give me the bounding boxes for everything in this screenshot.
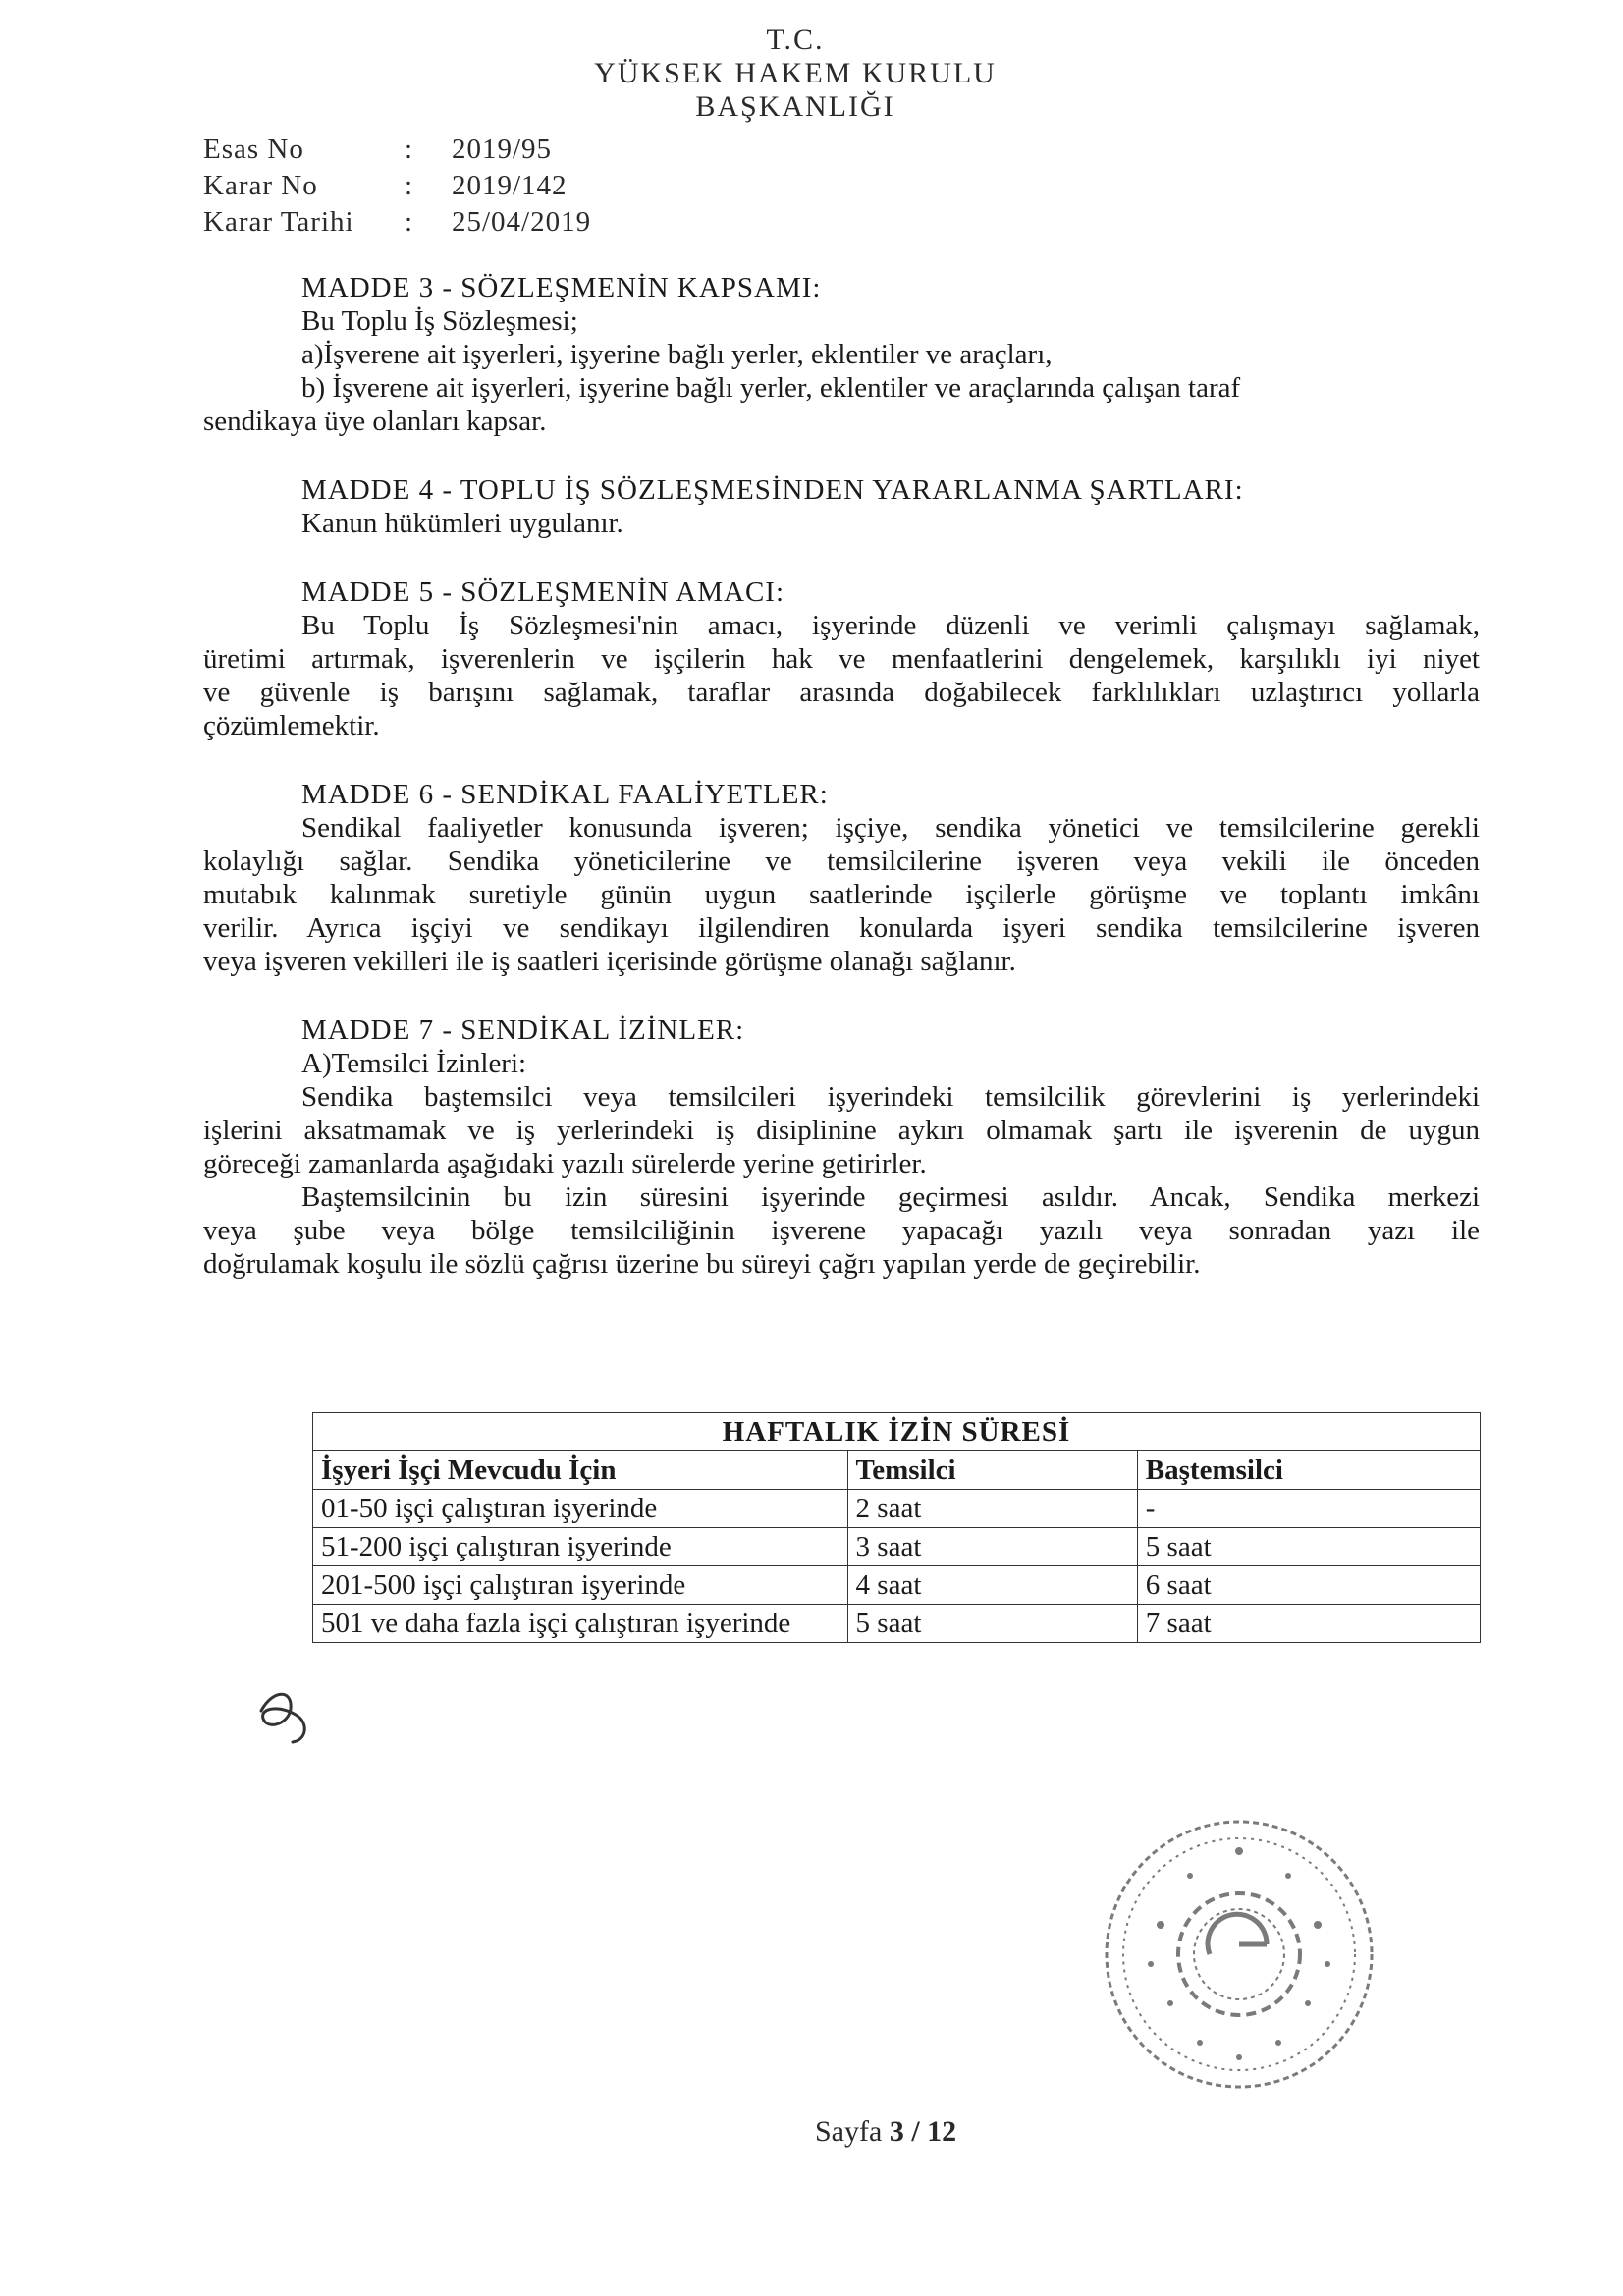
table-cell: 2 saat [847, 1490, 1137, 1528]
paragraph-line: doğrulamak koşulu ile sözlü çağrısı üzerine bu süreyi çağrı yapılan yerde de geçirebilir. [203, 1248, 1201, 1280]
header-line-3: BAŞKANLIĞI [695, 90, 895, 123]
meta-value: 25/04/2019 [452, 206, 592, 238]
section-heading: MADDE 7 - SENDİKAL İZİNLER: [301, 1014, 745, 1046]
page-number-prefix: Sayfa [815, 2115, 890, 2148]
meta-separator: : [405, 134, 413, 165]
weekly-leave-table [312, 1412, 1481, 1643]
meta-separator: : [405, 170, 413, 201]
section-madde-6 [203, 778, 1480, 978]
paragraph-line: a)İşverene ait işyerleri, işyerine bağlı yerler, eklentiler ve araçları, [301, 339, 1053, 370]
meta-row-esas [203, 132, 591, 168]
case-meta [203, 132, 591, 241]
section-madde-3 [203, 271, 1480, 438]
page-number-value: 3 / 12 [889, 2115, 957, 2148]
paragraph-line: b) İşverene ait işyerleri, işyerine bağlı yerler, eklentiler ve araçlarında çalışan taraf [301, 372, 1241, 404]
paragraph-line: verilir. Ayrıca işçiyi ve sendikayı ilgilendiren konularda işyeri sendika temsilcilerine işveren [203, 912, 1480, 944]
paragraph-line: kolaylığı sağlar. Sendika yöneticilerine ve temsilcilerine işveren veya vekili ile önceden [203, 846, 1480, 877]
table-cell: 501 ve daha fazla işçi çalıştıran işyerinde [313, 1605, 848, 1643]
meta-value: 2019/95 [452, 134, 553, 165]
header-line-1: T.C. [766, 24, 825, 56]
paragraph-line: sendikaya üye olanları kapsar. [203, 406, 547, 437]
paragraph-line: veya şube veya bölge temsilciliğinin işverene yapacağı yazılı veya sonradan yazı ile [203, 1215, 1480, 1246]
section-madde-7 [203, 1013, 1480, 1281]
meta-label: Karar No [203, 170, 318, 201]
column-header: Temsilci [847, 1451, 1137, 1490]
table-row [313, 1528, 1481, 1566]
table-cell: 7 saat [1137, 1605, 1480, 1643]
paragraph-line: veya işveren vekilleri ile iş saatleri içerisinde görüşme olanağı sağlanır. [203, 946, 1016, 977]
paragraph-line: üretimi artırmak, işverenlerin ve işçilerin hak ve menfaatlerini dengelemek, karşılıklı iyi niyet [203, 643, 1480, 675]
paragraph-line: Sendikal faaliyetler konusunda işveren; işçiye, sendika yönetici ve temsilcilerine gerekli [301, 812, 1480, 844]
column-header: İşyeri İşçi Mevcudu İçin [313, 1451, 848, 1490]
table-row [313, 1566, 1481, 1605]
section-heading: MADDE 3 - SÖZLEŞMENİN KAPSAMI: [301, 272, 822, 303]
meta-label: Esas No [203, 134, 304, 165]
section-madde-5 [203, 575, 1480, 742]
table-cell: 01-50 işçi çalıştıran işyerinde [313, 1490, 848, 1528]
table-row [313, 1605, 1481, 1643]
paragraph-line: Baştemsilcinin bu izin süresini işyerinde geçirmesi asıldır. Ancak, Sendika merkezi [301, 1181, 1480, 1213]
column-header: Baştemsilci [1137, 1451, 1480, 1490]
paragraph-line: çözümlemektir. [203, 710, 380, 741]
meta-row-tarih [203, 204, 591, 241]
section-madde-4 [203, 473, 1480, 540]
paragraph-line: Kanun hükümleri uygulanır. [301, 508, 623, 539]
table-row [313, 1490, 1481, 1528]
paragraph-line: ve güvenle iş barışını sağlamak, taraflar arasında doğabilecek farklılıkları uzlaştırıcı yollarla [203, 677, 1480, 708]
table-cell: 4 saat [847, 1566, 1137, 1605]
table-cell: 51-200 işçi çalıştıran işyerinde [313, 1528, 848, 1566]
table-cell: 5 saat [1137, 1528, 1480, 1566]
section-heading: MADDE 6 - SENDİKAL FAALİYETLER: [301, 779, 829, 810]
handwritten-paraph-icon [253, 1681, 322, 1750]
table-cell: 201-500 işçi çalıştıran işyerinde [313, 1566, 848, 1605]
document-body [203, 271, 1480, 1316]
paragraph-line: göreceği zamanlarda aşağıdaki yazılı sürelerde yerine getirirler. [203, 1148, 927, 1179]
table-cell: - [1137, 1490, 1480, 1528]
page-number [815, 2115, 956, 2149]
paragraph-line: mutabık kalınmak suretiyle günün uygun saatlerinde işçilerle görüşme ve toplantı imkânı [203, 879, 1480, 910]
table-cell: 3 saat [847, 1528, 1137, 1566]
weekly-leave-table-wrapper [312, 1412, 1481, 1643]
table-title-row [313, 1413, 1481, 1451]
meta-separator: : [405, 206, 413, 238]
meta-label: Karar Tarihi [203, 206, 354, 238]
institution-header [550, 24, 1041, 124]
header-line-2: YÜKSEK HAKEM KURULU [594, 57, 997, 89]
table-cell: 6 saat [1137, 1566, 1480, 1605]
paragraph-line: işlerini aksatmamak ve iş yerlerindeki iş disiplinine aykırı olmamak şartı ile işverenin de uygun [203, 1115, 1480, 1146]
official-seal-icon [1092, 1807, 1386, 2102]
section-heading: MADDE 4 - TOPLU İŞ SÖZLEŞMESİNDEN YARARLANMA ŞARTLARI: [301, 474, 1244, 506]
table-title: HAFTALIK İZİN SÜRESİ [313, 1413, 1481, 1451]
paragraph-line: Sendika baştemsilci veya temsilcileri işyerindeki temsilcilik görevlerini iş yerlerindeki [301, 1081, 1480, 1113]
meta-row-karar [203, 168, 591, 204]
table-header-row [313, 1451, 1481, 1490]
paragraph-line: Bu Toplu İş Sözleşmesi; [301, 305, 578, 337]
subheading: A)Temsilci İzinleri: [301, 1048, 527, 1079]
section-heading: MADDE 5 - SÖZLEŞMENİN AMACI: [301, 576, 784, 608]
paragraph-line: Bu Toplu İş Sözleşmesi'nin amacı, işyerinde düzenli ve verimli çalışmayı sağlamak, [301, 610, 1480, 641]
meta-value: 2019/142 [452, 170, 568, 201]
table-cell: 5 saat [847, 1605, 1137, 1643]
